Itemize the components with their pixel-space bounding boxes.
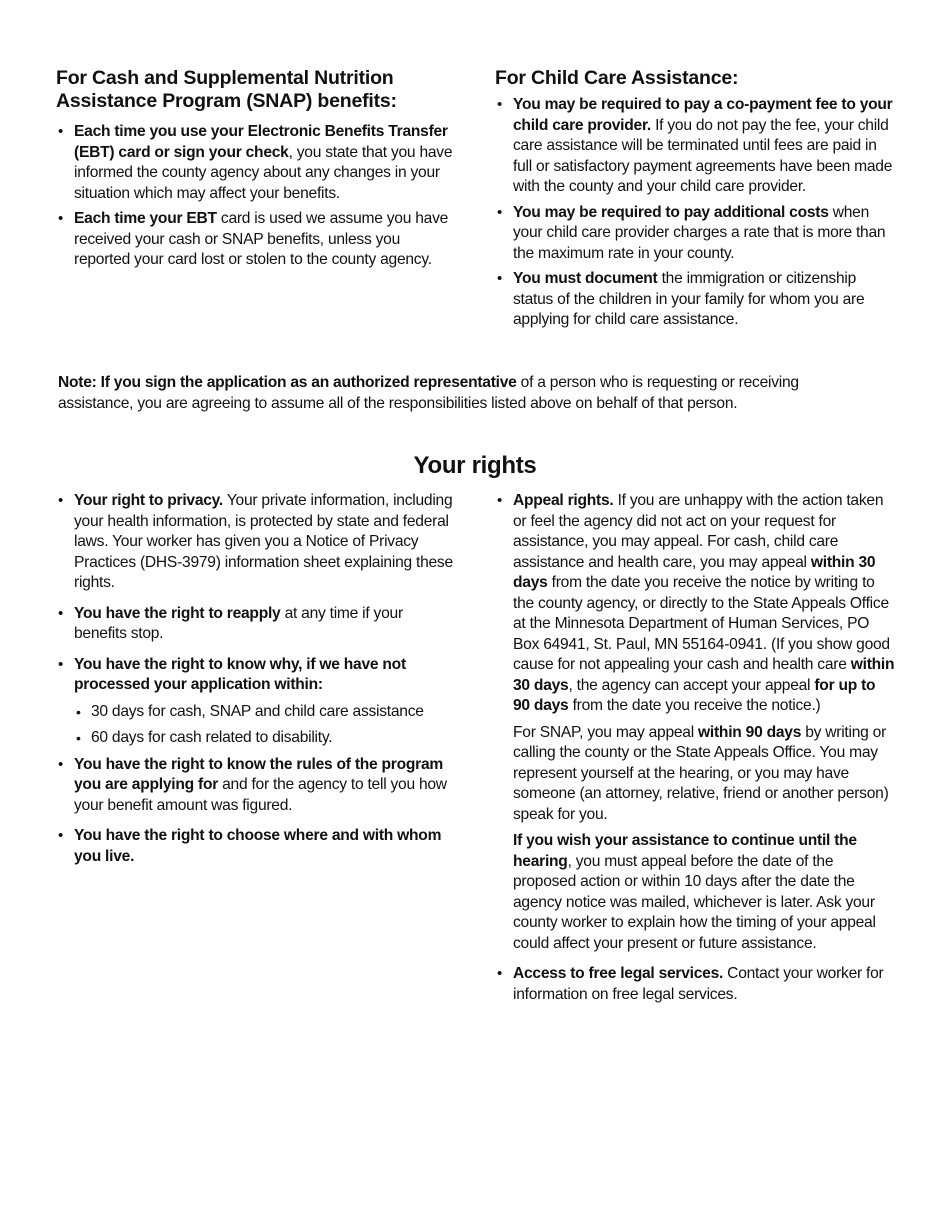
- note-bold: Note: If you sign the application as an authorized representative: [58, 374, 517, 391]
- item-bold: within 90 days: [698, 723, 802, 741]
- item-bold: You have the right to reapply: [74, 604, 281, 622]
- right-to-know-rules: [56, 755, 456, 817]
- continue-assistance-paragraph: [513, 831, 895, 954]
- item-bold: If you wish your assistance to continue until the hearing: [513, 832, 857, 870]
- item-text: Contact your worker for information on free legal services.: [513, 965, 884, 1003]
- item-bold: You may be required to pay a co-payment fee to your child care provider.: [513, 96, 893, 134]
- child-care-heading: For Child Care Assistance:: [495, 67, 739, 89]
- cash-snap-heading: For Cash and Supplemental Nutrition Assistance Program (SNAP) benefits:: [56, 67, 397, 112]
- item-bold: Your right to privacy.: [74, 492, 224, 509]
- processing-days-list: [74, 702, 456, 749]
- item-bold: Appeal rights.: [513, 492, 614, 509]
- item-bold: Each time your EBT: [74, 210, 217, 227]
- right-to-know-why: [56, 655, 456, 749]
- item-text: from the date you receive the notice by writing to the county agency, or directly to the State Appeals Office at the Minnesota Department of Human Services, PO Box 64941, St. Paul, MN 55164-0941. (If you show good cause for not appealing your cash and health care: [513, 574, 890, 673]
- item-text: when your child care provider charges a rate that is more than the maximum rate in your county.: [513, 203, 886, 262]
- appeal-paragraph: [513, 492, 894, 714]
- item-text: Your private information, including your health information, is protected by state and federal laws. Your worker has given you a Notice of Privacy Practices (DHS-3979) information sheet explaining these rights.: [74, 492, 453, 591]
- item-bold: You must document: [513, 270, 658, 287]
- item-text: card is used we assume you have received your cash or SNAP benefits, unless you reported your card lost or stolen to the county agency.: [74, 210, 449, 268]
- right-to-privacy: [56, 491, 456, 594]
- rights-left-list: [56, 491, 456, 867]
- list-item: [495, 95, 895, 198]
- item-text: at any time if your benefits stop.: [74, 604, 403, 642]
- item-text: , you state that you have informed the county agency about any changes in your situation which may affect your benefits.: [74, 143, 453, 202]
- item-bold: You may be required to pay additional costs: [513, 203, 829, 221]
- list-item: [56, 209, 456, 271]
- cash-snap-section: [56, 67, 456, 271]
- cash-snap-list: [56, 122, 456, 271]
- free-legal-services: [495, 964, 895, 1005]
- sub-list-item: • 60 days for cash related to disability.: [74, 728, 456, 749]
- child-care-list: [495, 95, 895, 331]
- item-text: If you do not pay the fee, your child care assistance will be terminated until fees are paid in full or satisfactory payment agreements have been made with the county and your child care provider.: [513, 116, 893, 195]
- appeal-rights: [495, 491, 895, 954]
- item-bold: for up to 90 days: [513, 676, 876, 714]
- snap-appeal-paragraph: [513, 723, 895, 826]
- item-bold: You have the right to know why, if we have not processed your application within:: [74, 655, 406, 693]
- right-to-reapply: [56, 604, 456, 645]
- item-bold: Each time you use your Electronic Benefits Transfer (EBT) card or sign your check: [74, 123, 448, 161]
- item-bold: You have the right to choose where and with whom you live.: [74, 827, 442, 865]
- right-to-choose: [56, 826, 456, 867]
- item-bold: You have the right to know the rules of the program you are applying for: [74, 755, 444, 793]
- item-text: , you must appeal before the date of the proposed action or within 10 days after the date the agency notice was mailed, whichever is later. Ask your county worker to explain how the timing of your appeal could affect your present or future assistance.: [513, 852, 876, 952]
- list-item: [56, 122, 456, 204]
- item-bold: within 30 days: [513, 656, 895, 694]
- authorized-representative-note: [58, 373, 878, 414]
- item-text: For SNAP, you may appeal: [513, 723, 699, 741]
- item-text: from the date you receive the notice.): [568, 697, 821, 714]
- item-text: by writing or calling the county or the State Appeals Office. You may represent yourself at the hearing, or you may have someone (an attorney, relative, friend or another person) speak for you.: [513, 723, 889, 823]
- item-bold: Access to free legal services.: [513, 965, 724, 982]
- item-text: If you are unhappy with the action taken or feel the agency did not act on your request for assistance, you may appeal. For cash, child care assistance and health care, you may appeal: [513, 492, 884, 571]
- list-item: [495, 203, 895, 265]
- child-care-section: [495, 67, 895, 331]
- list-item: [495, 269, 895, 331]
- item-text: , the agency can accept your appeal: [568, 676, 815, 694]
- item-bold: within 30 days: [513, 553, 876, 591]
- item-text: and for the agency to tell you how your benefit amount was figured.: [74, 776, 447, 814]
- your-rights-heading: Your rights: [413, 452, 537, 479]
- rights-right-list: [495, 491, 895, 1005]
- note-text: of a person who is requesting or receiving assistance, you are agreeing to assume all of the responsibilities listed above on behalf of that person.: [58, 374, 799, 412]
- item-text: the immigration or citizenship status of the children in your family for whom you are applying for child care assistance.: [513, 270, 865, 328]
- sub-list-item: • 30 days for cash, SNAP and child care assistance: [74, 702, 456, 723]
- rights-left-column: [56, 491, 456, 867]
- rights-right-column: [495, 491, 895, 1005]
